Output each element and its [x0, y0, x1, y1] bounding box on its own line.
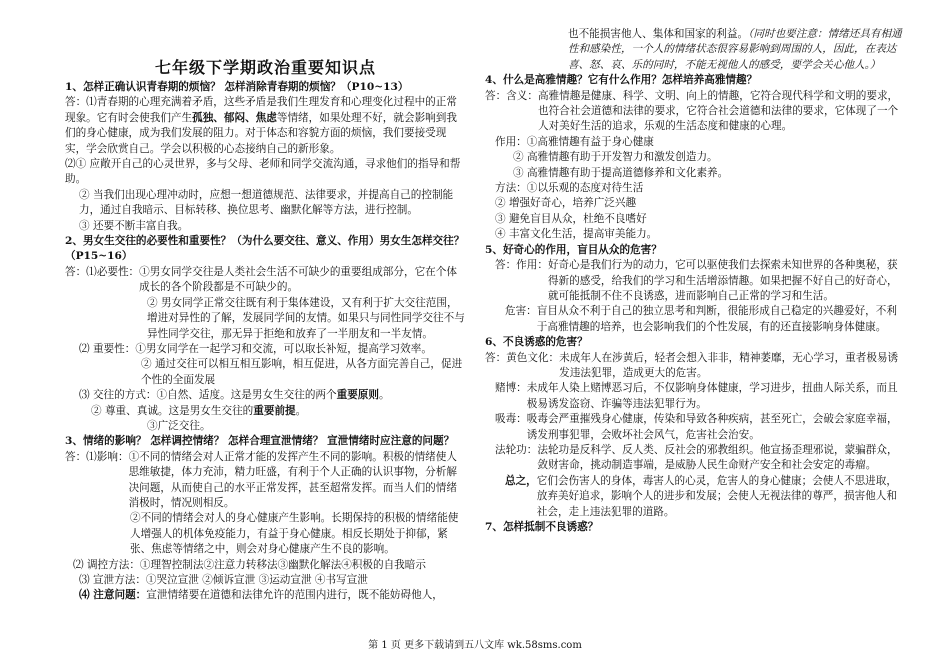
q6-falungong-text: 法轮功是反科学、反人类、反社会的邪教组织。他宣扬歪理邪说，蒙骗群众，敛财害命，挑动制造事端，是威胁人民生命财产安全和社会安定的毒瘤。 [537, 443, 898, 472]
q3-notice-text: 宣泄情绪要在道德和法律允许的范围内进行，既不能妨碍他人， [146, 589, 443, 602]
q6-gambling-label: 赌博： [495, 382, 527, 395]
q2-necessity-label: 答：⑴必要性： [65, 265, 140, 278]
q2-way-3: ③广泛交往。 [147, 419, 211, 432]
q5-harm-label: 危害： [505, 305, 537, 318]
q2-c2-pre: ② 尊重、真诚。这是男女生交往的 [91, 404, 254, 417]
q2-title: 2、男女生交往的必要性和重要性？（为什么要交往、意义、作用）男女生怎样交往？（P15~16） [65, 235, 465, 263]
q5-harm [485, 304, 905, 335]
q5-title: 5、好奇心的作用，盲目从众的危害？ [485, 243, 662, 256]
q3-continuation [485, 27, 905, 73]
q3-control: ⑵ 调控方法：①理智控制法②注意力转移法③幽默化解法④积极的自我暗示 [73, 558, 426, 571]
q2-importance-label: ⑵ 重要性： [79, 342, 136, 355]
q6-summary-label: 总之， [505, 474, 537, 487]
q6-yellow-label: 答：黄色文化： [485, 351, 560, 364]
q4-effect-2: ② 高雅情趣有助于开发智力和激发创造力。 [513, 151, 718, 164]
q6-falungong-label: 法轮功： [495, 443, 538, 456]
q6-gambling [485, 381, 905, 412]
q5-effect [485, 258, 905, 304]
q4-meaning [485, 89, 905, 135]
continuation-italic-note: （同时也要注意：情绪还具有相通性和感染性，一个人的情绪状态很容易影响到周围的人，因此，在表达喜、怒、哀、乐的同时，不能无视他人的感受，要学会关心他人。） [568, 28, 902, 71]
q3-notice-label: ⑷ 注意问题： [79, 589, 147, 602]
q5-harm-text: 盲目从众不利于自己的独立思考和判断，很能形成自己稳定的兴趣爱好，不利于高雅情趣的培养，也会影响我们的个性发展，有的还直接影响身体健康。 [536, 305, 897, 333]
q3-influence-label: 答：⑴影响： [65, 450, 129, 463]
q2-necessity-2: ② 男女同学正常交往既有利于集体建设，又有利于扩大交往范围，增进对异性的了解，发展同学间的友情。如果只与同性同学交往不与异性同学交往，那无异于拒绝和放弃了一半朋友和一半友情。 [147, 296, 465, 340]
q1-a1-bold: 孤独、郁闷、焦虑 [192, 111, 277, 124]
q4-effect-1: 作用：①高雅情趣有益于身心健康 [495, 135, 654, 148]
q6-falungong [485, 443, 905, 474]
q4-effect-3: ③ 高雅情趣有助于提高道德修养和文化素养。 [513, 166, 729, 179]
q4-method-4: ④ 丰富文化生活，提高审美能力。 [495, 228, 658, 241]
q6-gambling-text: 未成年人染上赌博恶习后，不仅影响身体健康，学习进步，扭曲人际关系，而且极易诱发盗窃、诈骗等违法犯罪行为。 [526, 382, 898, 410]
q2-importance-text: ①男女同学在一起学习和交流，可以取长补短，提高学习效率。 [135, 342, 432, 355]
q2-necessity [65, 265, 465, 296]
q1-a1-post: 等情绪，如果处理不好，就会影响到我们的身心健康，成为我们发展的阻力。对于体态和容貌方面的烦恼，我们要接受现实，学会欣赏自己。学会以积极的心态接纳自己的新形象。 [65, 111, 457, 155]
q1-answer-3: ② 当我们出现心理冲动时，应想一想道德规范、法律要求，并提高自己的控制能力，通过自我暗示、目标转移、换位思考、幽默化解等方法，进行控制。 [79, 188, 454, 217]
q3-influence-2: ②不同的情绪会对人的身心健康产生影响。长期保持的积极的情绪能使人增强人的机体免疫能力，有益于身心健康。相反长期处于抑郁，紧张、焦虑等情绪之中，则会对身心健康产生不良的影响。 [130, 512, 459, 556]
q1-title: 1、怎样正确认识青春期的烦恼？ 怎样消除青春期的烦恼？（P10~13） [65, 81, 409, 93]
q3-vent: ⑶ 宣泄方法：①哭泣宣泄 ②倾诉宣泄 ③运动宣泄 ④书写宣泄 [79, 574, 368, 586]
q2-importance-2: ② 通过交往可以相互相互影响，相互促进，从各方面完善自己，促进个性的全面发展 [141, 358, 463, 386]
q2-c2-post: 。 [295, 404, 307, 417]
q4-method-2: ② 增强好奇心，培养广泛兴趣 [495, 197, 637, 210]
q6-drugs [485, 412, 905, 443]
q7-title: 7、怎样抵制不良诱惑？ [485, 521, 599, 533]
q2-c2-bold: 重要前提 [253, 404, 296, 417]
continuation-text: 也不能损害他人、集体和国家的利益。 [568, 28, 749, 40]
q6-yellow-text: 未成年人在涉黄后，轻者会想入非非，精神萎靡，无心学习，重者极易诱发违法犯罪，造成更大的危害。 [559, 351, 899, 379]
q4-meaning-label: 答：含义： [485, 89, 538, 102]
q3-influence [65, 450, 465, 512]
q4-title: 4、什么是高雅情趣？它有什么作用？怎样培养高雅情趣？ [485, 74, 758, 87]
q4-meaning-text: 高雅情趣是健康、科学、文明、向上的情趣，它符合现代科学和文明的要求，也符合社会道德和法律的要求，它符合社会道德和法律的要求，它体现了一个人对美好生活的追求，乐观的生活态度和健康的心理。 [537, 89, 899, 133]
q2-way-2 [65, 404, 465, 419]
q1-a1-pre: 答：⑴青春期的心理充满着矛盾，这些矛盾是我们生理发育和心理变化过程中的正常现象。它有时会使我们产生 [65, 96, 457, 124]
q2-necessity-text: ①男女同学交往是人类社会生活不可缺少的重要组成部分，它在个体成长的各个阶段都是不可缺少的。 [139, 265, 457, 294]
page-title: 七年级下学期政治重要知识点 [155, 58, 377, 77]
q4-method-1: 方法：①以乐观的态度对待生活 [495, 182, 644, 195]
q3-notice [65, 588, 465, 603]
q2-importance [65, 342, 465, 357]
q6-drugs-text: 吸毒会严重摧残身心健康，传染和导致各种疾病，甚至死亡，会破会家庭幸福，诱发刑事犯罪，会败坏社会风气，危害社会治安。 [526, 413, 898, 441]
q3-title: 3、情绪的影响？ 怎样调控情绪？ 怎样合理宣泄情绪？ 宣泄情绪时应注意的问题？ [65, 435, 455, 448]
q3-influence-text: ①不同的情绪会对人正常才能的发挥产生不同的影响。积极的情绪使人思维敏捷，体力充沛，精力旺盛，有利于个人正确的认识事物，分析解决问题，从而使自己的水平正常发挥，甚至超常发挥。而当人们的情绪消极时，情况则相反。 [128, 450, 457, 509]
q6-summary-text: 它们会伤害人的身体，毒害人的心灵，危害人的身心健康；会使人不思进取，放弃美好追求，影响个人的进步和发展；会使人无视法律的尊严，损害他人和社会，走上违法犯罪的道路。 [536, 474, 897, 518]
q2-way-1 [65, 388, 465, 403]
q6-summary [485, 474, 905, 520]
q4-method-3: ③ 避免盲目从众，杜绝不良嗜好 [495, 212, 647, 225]
q2-c1-pre: ⑶ 交往的方式：①自然、适度。这是男女生交往的两个 [79, 389, 337, 402]
page-footer: 第 1 页 更多下载请到五八文库 wk.58sms.com [368, 640, 582, 651]
q6-drugs-label: 吸毒： [495, 413, 527, 426]
q5-effect-label: 答：作用： [495, 259, 548, 272]
q2-c1-post: 。 [379, 389, 390, 402]
q6-title: 6、不良诱惑的危害？ [485, 336, 588, 349]
q1-answer-1 [65, 95, 465, 157]
q2-c1-bold: 重要原则 [336, 389, 379, 402]
q1-answer-2: ⑵① 应敞开自己的心灵世界，多与父母、老师和同学交流沟通，寻求他们的指导和帮助。 [65, 158, 461, 186]
q1-answer-4: ③ 还要不断丰富自我。 [79, 219, 189, 232]
q6-yellow [485, 351, 905, 382]
q5-effect-text: 好奇心是我们行为的动力，它可以驱使我们去探索未知世界的各种奥秘，获得新的感受，给我们的学习和生活增添情趣。如果把握不好自己的好奇心，就可能抵制不住不良诱惑，进而影响自己正常的学习和生活。 [547, 259, 898, 302]
